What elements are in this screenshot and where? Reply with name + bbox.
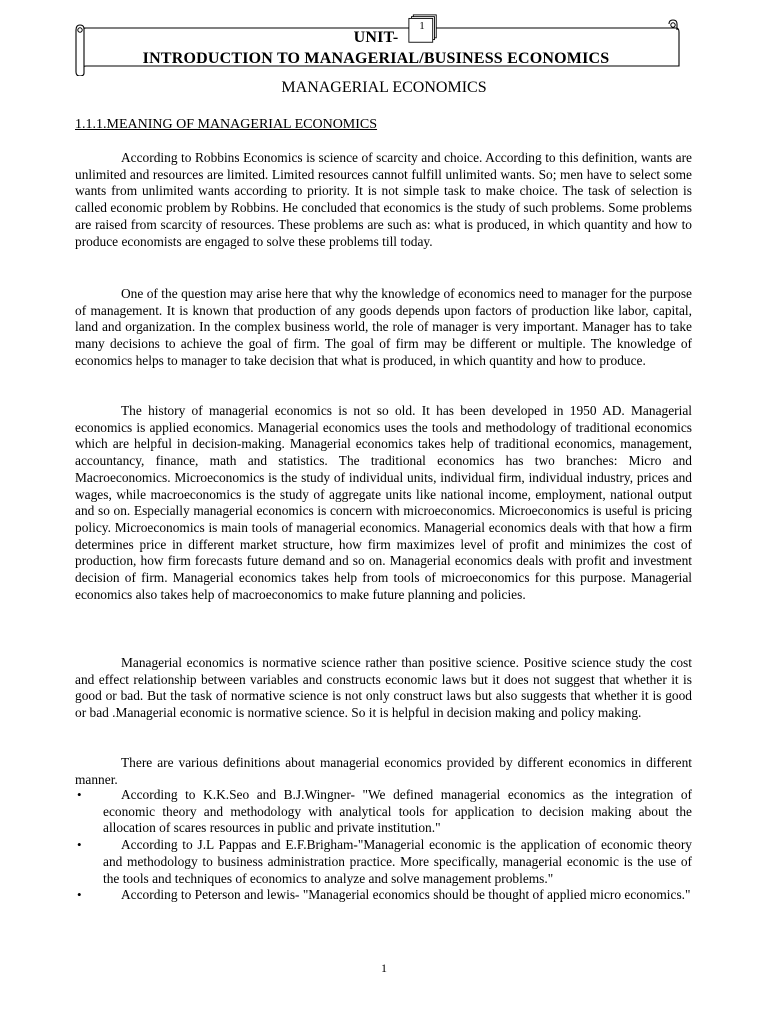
bullet-icon: •	[77, 837, 82, 853]
bullet-icon: •	[77, 787, 82, 802]
bullet-icon: •	[77, 887, 82, 903]
paragraph-manager-knowledge: One of the question may arise here that why the knowledge of economics need to manager for the purpose of management. It is known that production of any goods depends upon factors of production like labor, capital, land and organization. In the complex business world, the role of manager is very important. Manager has to take many decisions to achieve the goal of firm. The goal of firm may be different or multiple. The knowledge of economics helps to manager to take decision that what is produced, in which quantity and how to produce.	[75, 286, 692, 368]
paragraph-history: The history of managerial economics is not so old. It has been developed in 1950 AD. Managerial economics is applied economics. Managerial economics uses the tools and methodology of traditional economics which are helpful in decision-making. Managerial economics takes help of traditional economics, management, accountancy, finance, math and statistics. The traditional economics has two branches: Micro and Macroeconomics. Microeconomics is the study of individual units, individual firm, individual industry, prices and wages, while macroeconomics is the study of aggregate units like national income, employment, national output and so on. Especially managerial economics is concern with microeconomics. Microeconomics is useful is pricing policy. Microeconomics is main tools of managerial economics. Managerial economics deals with that how a firm determines price in different market structure, how firm maximizes level of profit and minimizes the cost of production, how firm forecasts future demand and so on. Managerial economics deals with profit and investment decision of firm. Managerial economics takes help from tools of microeconomics for this purpose. Managerial economics also takes help of macroeconomics to make future planning and policies.	[75, 403, 692, 602]
paragraph-definitions-intro: There are various definitions about managerial economics provided by different economics in different manner.	[75, 755, 692, 787]
definitions-list	[75, 787, 692, 904]
page-number: 1	[381, 961, 387, 975]
paragraph-robbins: According to Robbins Economics is science of scarcity and choice. According to this definition, wants are unlimited and resources are limited. Limited resources cannot fulfill unlimited wants. So; men have to select some wants from unlimited wants according to priority. It is not simple task to make choice. The task of selection is called economic problem by Robbins. He concluded that economics is the study of such problems. Some problems are raised from scarcity of resources. These problems are such as: what is produced, in which quantity and how to produce economists are engaged to solve these problems till today.	[75, 150, 692, 249]
section-heading: 1.1.1.MEANING OF MANAGERIAL ECONOMICS	[75, 117, 378, 132]
unit-label: UNIT-	[353, 29, 399, 46]
list-item: • According to Peterson and lewis- "Managerial economics should be thought of applied micro economics."	[77, 887, 691, 903]
unit-banner	[72, 18, 680, 76]
list-item: • According to K.K.Seo and B.J.Wingner- "We defined managerial economics as the integration of economic theory and methodology with analytical tools for application to decision making about the allocation of scares resources in public and private institution."	[77, 787, 692, 836]
page-tab-number: 1	[419, 20, 425, 32]
list-item: • According to J.L Pappas and E.F.Brigham-"Managerial economic is the application of economic theory and methodology to business administration practice. More specifically, managerial economic is the use of the tools and techniques of economics to analyze and solve management problems."	[77, 837, 692, 886]
paragraph-normative-science: Managerial economics is normative science rather than positive science. Positive science study the cost and effect relationship between variables and constructs economic laws but it does not suggest that whether it is good or bad. But the task of normative science is not only construct laws but also suggests that whether it is good or bad .Managerial economic is normative science. So it is helpful in decision making and policy making.	[75, 655, 692, 721]
document-title: MANAGERIAL ECONOMICS	[281, 79, 487, 96]
unit-title: INTRODUCTION TO MANAGERIAL/BUSINESS ECONOMICS	[142, 50, 610, 67]
